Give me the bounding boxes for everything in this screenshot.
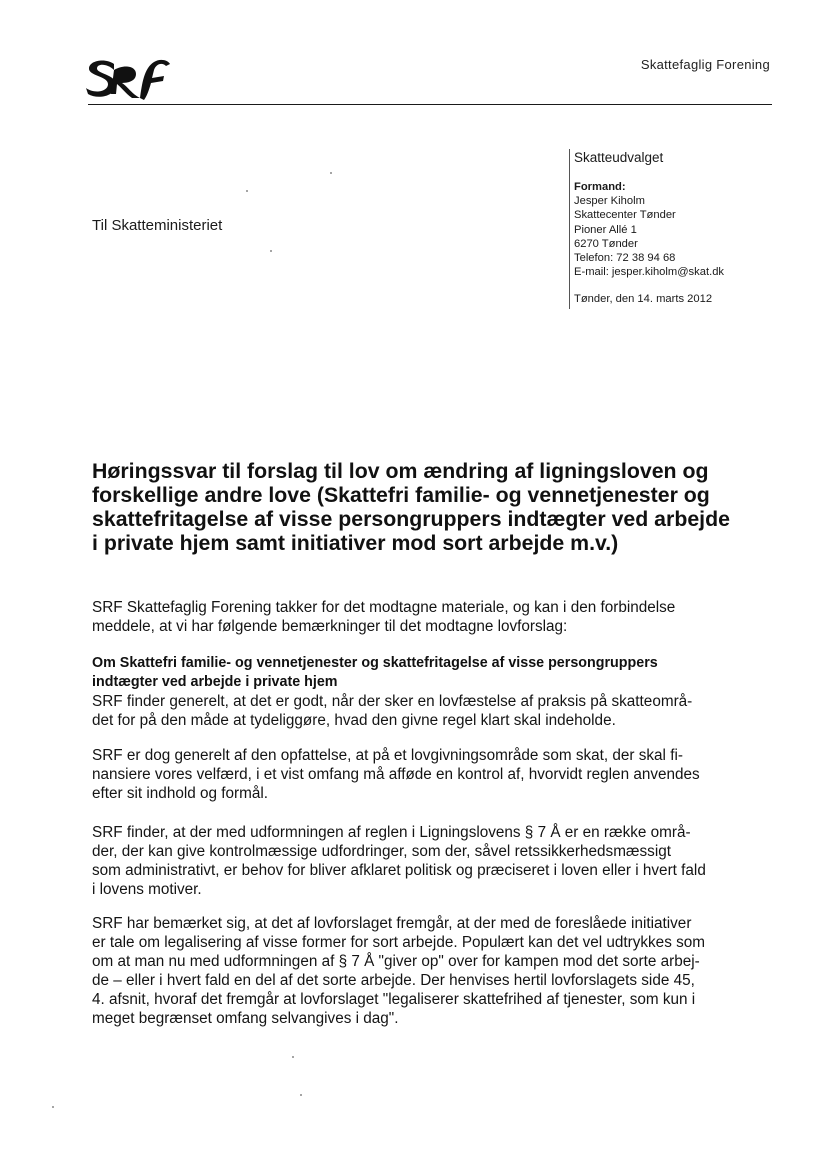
paragraph-line: SRF finder, at der med udformningen af reglen i Ligningslovens § 7 Å er en række områ- bbox=[92, 824, 691, 841]
header-divider bbox=[88, 104, 772, 105]
section-heading bbox=[92, 654, 792, 691]
title-line: forskellige andre love (Skattefri familie- og vennetjenester og bbox=[92, 483, 710, 507]
document-title bbox=[92, 459, 782, 555]
letter-date: Tønder, den 14. marts 2012 bbox=[574, 293, 713, 306]
body-paragraph bbox=[92, 746, 782, 803]
title-line: skattefritagelse af visse persongruppers indtægter ved arbejde bbox=[92, 507, 730, 531]
paragraph-line: det for på den måde at tydeliggøre, hvad den givne regel klart skal indeholde. bbox=[92, 712, 616, 729]
paragraph-line: meget begrænset omfang selvangives i dag". bbox=[92, 1010, 399, 1027]
scan-speck bbox=[330, 172, 332, 174]
scan-speck bbox=[52, 1106, 54, 1108]
paragraph-line: de – eller i hvert fald en del af det sorte arbejde. Der henvises hertil lovforslagets side 45, bbox=[92, 972, 695, 989]
paragraph-line: om at man nu med udformningen af § 7 Å "giver op" over for kampen mod det sorte arbej- bbox=[92, 953, 700, 970]
paragraph-line: der, der kan give kontrolmæssige udfordringer, som der, såvel retssikkerhedsmæssigt bbox=[92, 843, 671, 860]
committee-name: Skatteudvalget bbox=[574, 150, 664, 165]
body-paragraph bbox=[92, 914, 782, 1028]
paragraph-line: er tale om legalisering af visse former for sort arbejde. Populært kan det vel udtrykkes som bbox=[92, 934, 705, 951]
paragraph-line: SRF har bemærket sig, at det af lovforslaget fremgår, at der med de foreslåede initiativer bbox=[92, 915, 692, 932]
paragraph-line: nansiere vores velfærd, i et vist omfang må afføde en kontrol af, hvorvidt reglen anvendes bbox=[92, 766, 700, 783]
sender-city: 6270 Tønder bbox=[574, 237, 638, 250]
paragraph-line: som administrativt, er behov for bliver afklaret politisk og præciseret i loven eller i hvert fald bbox=[92, 862, 706, 879]
section-heading-line: Om Skattefri familie- og vennetjenester og skattefritagelse af visse persongruppers bbox=[92, 655, 658, 671]
body-paragraph bbox=[92, 823, 782, 899]
recipient-line: Til Skatteministeriet bbox=[92, 217, 223, 234]
paragraph-line: 4. afsnit, hvoraf det fremgår at lovforslaget "legaliserer skattefrihed af tjenester, som kun i bbox=[92, 991, 696, 1008]
paragraph-line: efter sit indhold og formål. bbox=[92, 785, 269, 802]
sender-role: Formand: bbox=[574, 181, 626, 193]
intro-line: meddele, at vi har følgende bemærkninger til det modtagne lovforslag: bbox=[92, 618, 568, 635]
sender-phone: Telefon: 72 38 94 68 bbox=[574, 252, 676, 265]
scan-speck bbox=[300, 1094, 302, 1096]
sender-name: Jesper Kiholm bbox=[574, 195, 645, 208]
sender-workplace: Skattecenter Tønder bbox=[574, 209, 676, 222]
sender-info-block bbox=[569, 149, 769, 309]
organization-name: Skattefaglig Forening bbox=[640, 57, 770, 72]
srf-logo bbox=[84, 54, 174, 102]
scan-speck bbox=[270, 250, 272, 252]
body-paragraph bbox=[92, 692, 782, 730]
scan-speck bbox=[246, 190, 248, 192]
paragraph-line: SRF er dog generelt af den opfattelse, at på et lovgivningsområde som skat, der skal fi- bbox=[92, 747, 683, 764]
sender-street: Pioner Allé 1 bbox=[574, 223, 637, 236]
paragraph-line: SRF finder generelt, at det er godt, når der sker en lovfæstelse af praksis på skatteområ- bbox=[92, 693, 693, 710]
section-heading-line: indtægter ved arbejde i private hjem bbox=[92, 673, 338, 690]
sender-email: E-mail: jesper.kiholm@skat.dk bbox=[574, 266, 725, 279]
scan-speck bbox=[292, 1056, 294, 1058]
intro-line: SRF Skattefaglig Forening takker for det modtagne materiale, og kan i den forbindelse bbox=[92, 599, 676, 616]
title-line: Høringssvar til forslag til lov om ændring af ligningsloven og bbox=[92, 459, 709, 483]
intro-paragraph bbox=[92, 598, 782, 636]
paragraph-line: i lovens motiver. bbox=[92, 881, 202, 898]
title-line: i private hjem samt initiativer mod sort arbejde m.v.) bbox=[92, 531, 619, 555]
